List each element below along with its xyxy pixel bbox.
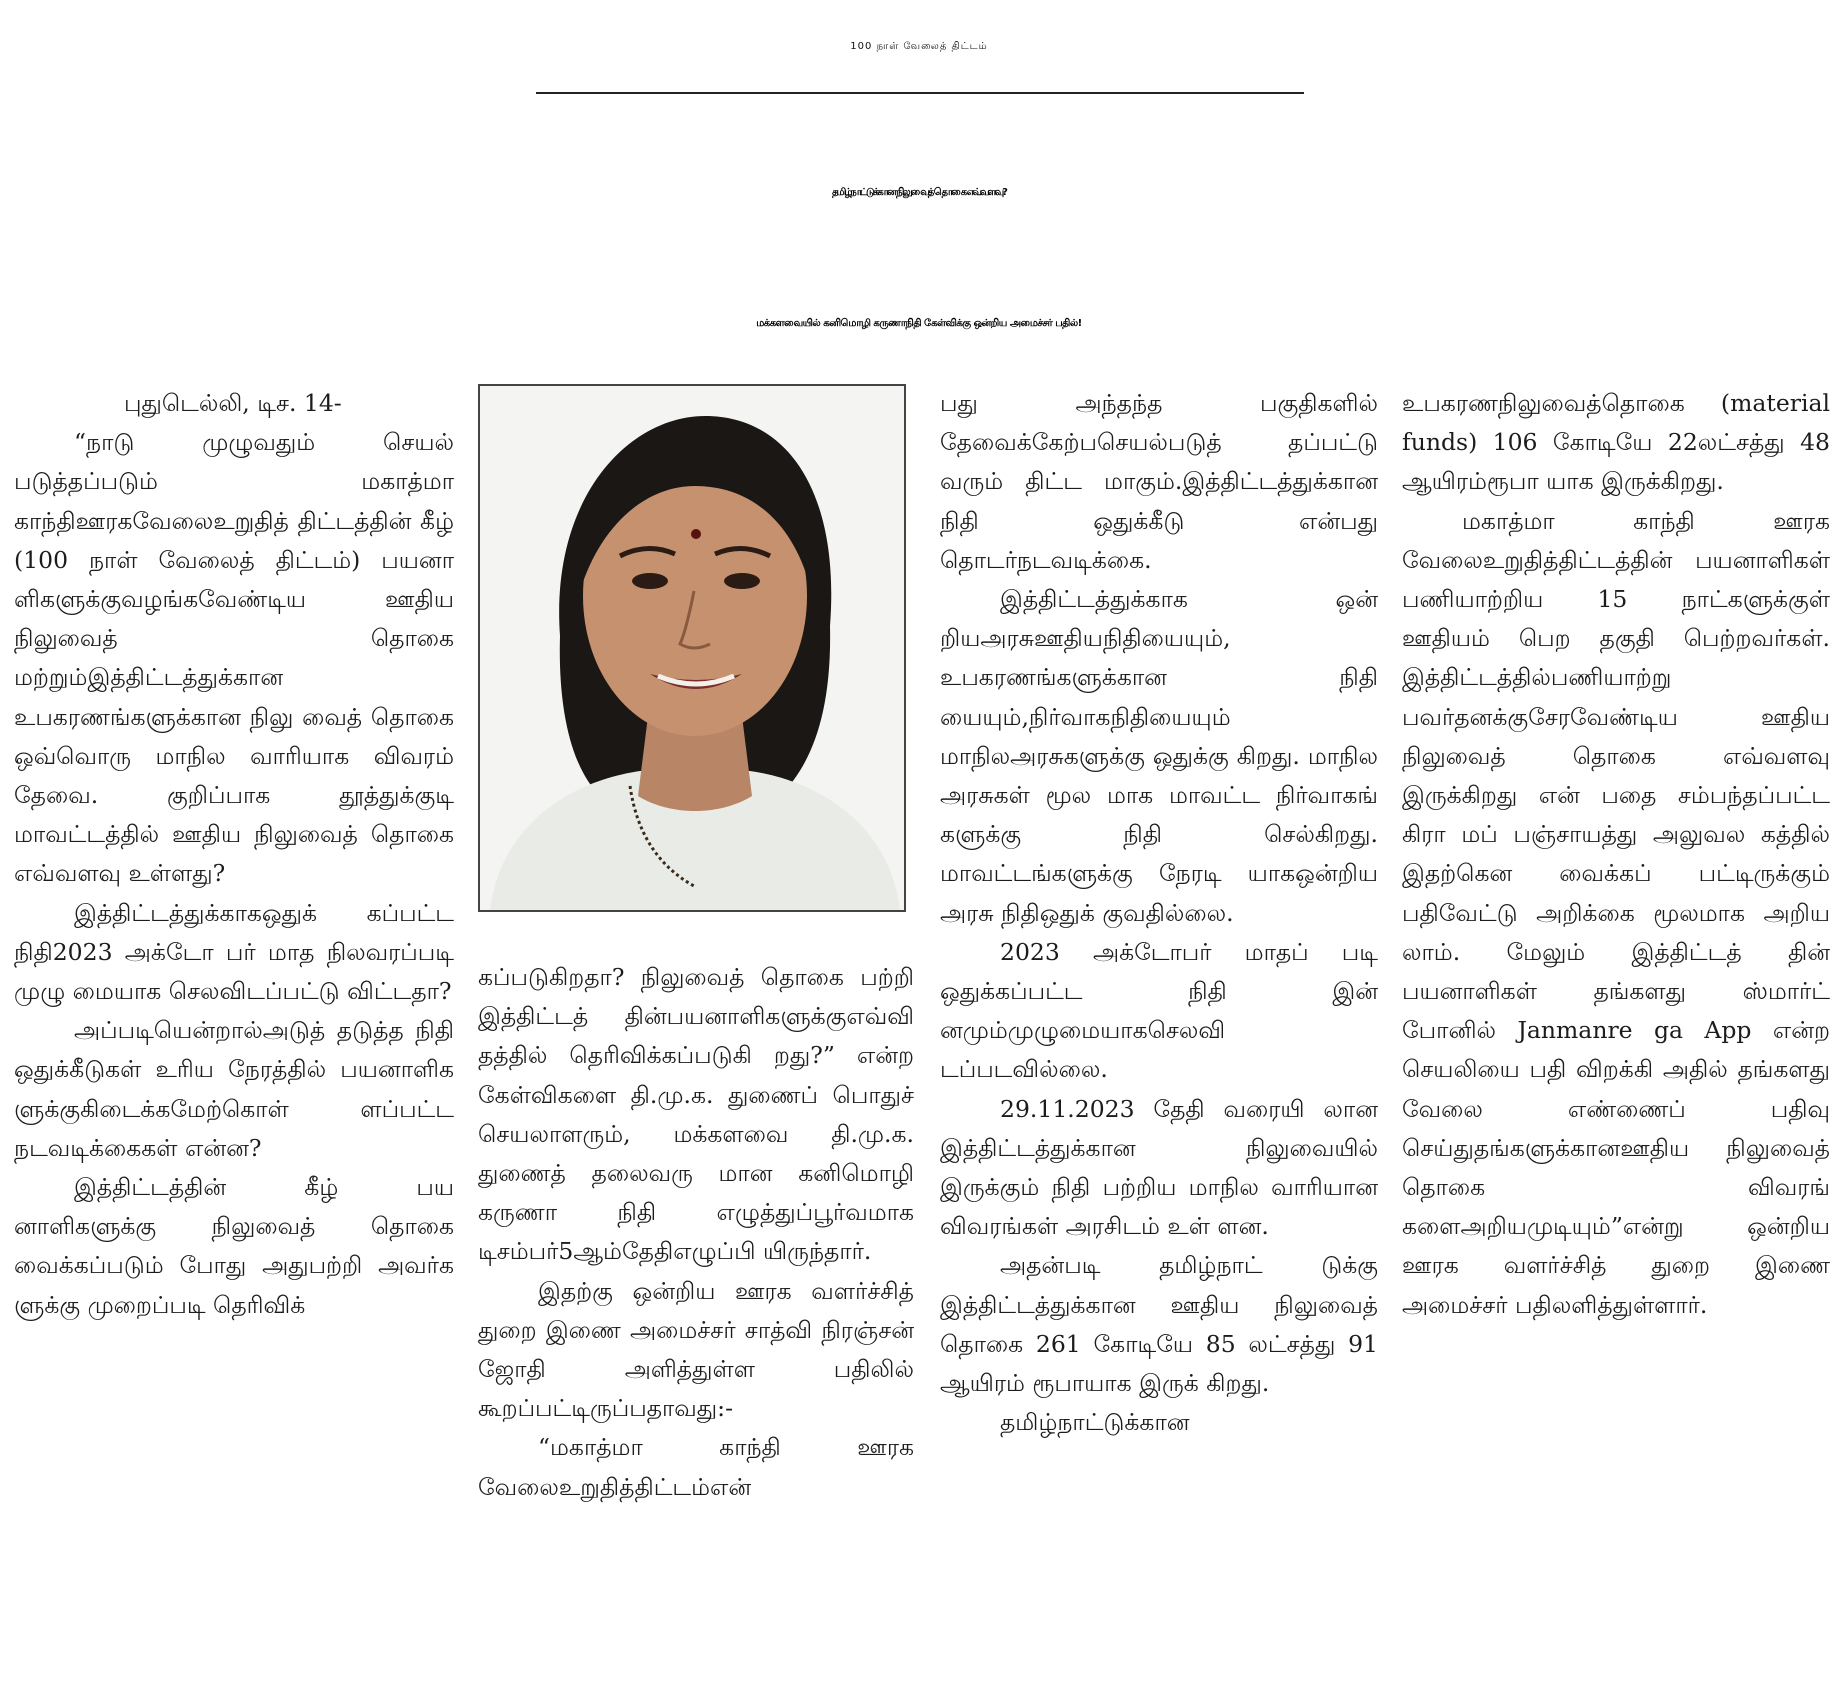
subheadline: மக்களவையில் கனிமொழி கருணாநிதி கேள்விக்கு ஒன்றிய அமைச்சர் பதில்! (756, 318, 1082, 329)
paragraph: இதற்கு ஒன்றிய ஊரக வளர்ச்சித் துறை இணை அமைச்சர் சாத்வி நிரஞ்சன் ஜோதி அளித்துள்ள பதிலில் கூறப்பட்டிருப்பதாவது:- (478, 1276, 914, 1423)
section-kicker: 100 நாள் வேலைத் திட்டம் (850, 41, 988, 52)
article-column-1 (14, 384, 454, 1689)
portrait-photo (478, 384, 906, 912)
paragraph: “மகாத்மா காந்தி ஊரக வேலைஉறுதித்திட்டம்என் (478, 1433, 914, 1501)
article-column-2 (478, 958, 914, 1688)
paragraph: பது அந்தந்த பகுதிகளில் தேவைக்கேற்பசெயல்படுத் தப்பட்டு வரும் திட்ட மாகும்.இத்திட்டத்துக்கான நிதி ஒதுக்கீடு என்பது தொடர்நடவடிக்கை. (940, 389, 1378, 574)
paragraph: தமிழ்நாட்டுக்கான (1000, 1408, 1190, 1437)
paragraph: இத்திட்டத்தின் கீழ் பய னாளிகளுக்கு நிலுவைத் தொகை வைக்கப்படும் போது அதுபற்றி அவர்க ளுக்கு முறைப்படி தெரிவிக் (14, 1173, 454, 1319)
article-column-3 (940, 384, 1378, 1689)
headline: தமிழ்நாட்டுக்கான நிலுவைத் தொகை எவ்வளவு? (832, 187, 1006, 198)
kicker-underline (536, 92, 1304, 94)
paragraph: அப்படியென்றால்அடுத் தடுத்த நிதி ஒதுக்கீடுகள் உரிய நேரத்தில் பயனாளிக ளுக்குகிடைக்கமேற்கொள் ளப்பட்ட நடவடிக்கைகள் என்ன? (14, 1016, 454, 1162)
paragraph: இத்திட்டத்துக்காகஒதுக் கப்பட்ட நிதி2023 அக்டோ பர் மாத நிலவரப்படி முழு மையாக செலவிடப்பட்டு விட்டதா? (14, 898, 454, 1006)
paragraph: 29.11.2023 தேதி வரையி லான இத்திட்டத்துக்கான நிலுவையில் இருக்கும் நிதி பற்றிய மாநில வாரியான விவரங்கள் அரசிடம் உள் ளன. (940, 1094, 1378, 1241)
paragraph: இத்திட்டத்துக்காக ஒன் றியஅரசுஊதியநிதியையும், உபகரணங்களுக்கான நிதி யையும்,நிர்வாகநிதியையும் மாநிலஅரசுகளுக்கு ஒதுக்கு கிறது. மாநில அரசுகள் மூல மாக மாவட்ட நிர்வாகங் களுக்கு நிதி செல்கிறது. மாவட்டங்களுக்கு நேரடி யாகஒன்றிய அரசு நிதிஒதுக் குவதில்லை. (940, 585, 1378, 927)
paragraph: கப்படுகிறதா? நிலுவைத் தொகை பற்றி இத்திட்டத் தின்பயனாளிகளுக்குஎவ்வி தத்தில் தெரிவிக்கப்படுகி றது?” என்ற கேள்விகளை தி.மு.க. துணைப் பொதுச் செயலாளரும், மக்களவை தி.மு.க. துணைத் தலைவரு மான கனிமொழி கருணா நிதி எழுத்துப்பூர்வமாக டிசம்பர்5ஆம்தேதிஎழுப்பி யிருந்தார். (478, 963, 914, 1266)
paragraph: உபகரணநிலுவைத்தொகை (material funds) 106 கோடியே 22லட்சத்து 48 ஆயிரம்ரூபா யாக இருக்கிறது. (1402, 389, 1830, 496)
paragraph: “நாடு முழுவதும் செயல் படுத்தப்படும் மகாத்மா காந்திஊரகவேலைஉறுதித் திட்டத்தின் கீழ் (100 நாள் வேலைத் திட்டம்) பயனா ளிகளுக்குவழங்கவேண்டிய ஊதிய நிலுவைத் தொகை மற்றும்இத்திட்டத்துக்கான உபகரணங்களுக்கான நிலு வைத் தொகை ஒவ்வொரு மாநில வாரியாக விவரம் தேவை. குறிப்பாக தூத்துக்குடி மாவட்டத்தில் ஊதிய நிலுவைத் தொகை எவ்வளவு உள்ளது? (14, 428, 454, 888)
paragraph: மகாத்மா காந்தி ஊரக வேலைஉறுதித்திட்டத்தின் பயனாளிகள் பணியாற்றிய 15 நாட்களுக்குள் ஊதியம் பெற தகுதி பெற்றவர்கள். இத்திட்டத்தில்பணியாற்று பவர்தனக்குசேரவேண்டிய ஊதிய நிலுவைத் தொகை எவ்வளவு இருக்கிறது என் பதை சம்பந்தப்பட்ட கிரா மப் பஞ்சாயத்து அலுவல கத்தில் இதற்கென வைக்கப் பட்டிருக்கும் பதிவேட்டு அறிக்கை மூலமாக அறிய லாம். மேலும் இத்திட்டத் தின் பயனாளிகள் தங்களது ஸ்மார்ட் போனில் Janmanre ga App என்ற செயலியை பதி விறக்கி அதில் தங்களது வேலை எண்ணைப் பதிவு செய்துதங்களுக்கானஊதிய நிலுவைத் தொகை விவரங் களைஅறியமுடியும்”என்று ஒன்றிய ஊரக வளர்ச்சித் துறை இணை அமைச்சர் பதிலளித்துள்ளார். (1402, 506, 1830, 1319)
paragraph: அதன்படி தமிழ்நாட் டுக்கு இத்திட்டத்துக்கான ஊதிய நிலுவைத் தொகை 261 கோடியே 85 லட்சத்து 91 ஆயிரம் ரூபாயாக இருக் கிறது. (940, 1251, 1378, 1398)
article-column-4 (1402, 384, 1830, 1689)
paragraph: 2023 அக்டோபர் மாதப் படி ஒதுக்கப்பட்ட நிதி இன் னமும்முழுமையாகசெலவி டப்படவில்லை. (940, 937, 1378, 1084)
dateline: புதுடெல்லி, டிச. 14- (124, 389, 342, 417)
portrait-illustration (480, 386, 904, 910)
